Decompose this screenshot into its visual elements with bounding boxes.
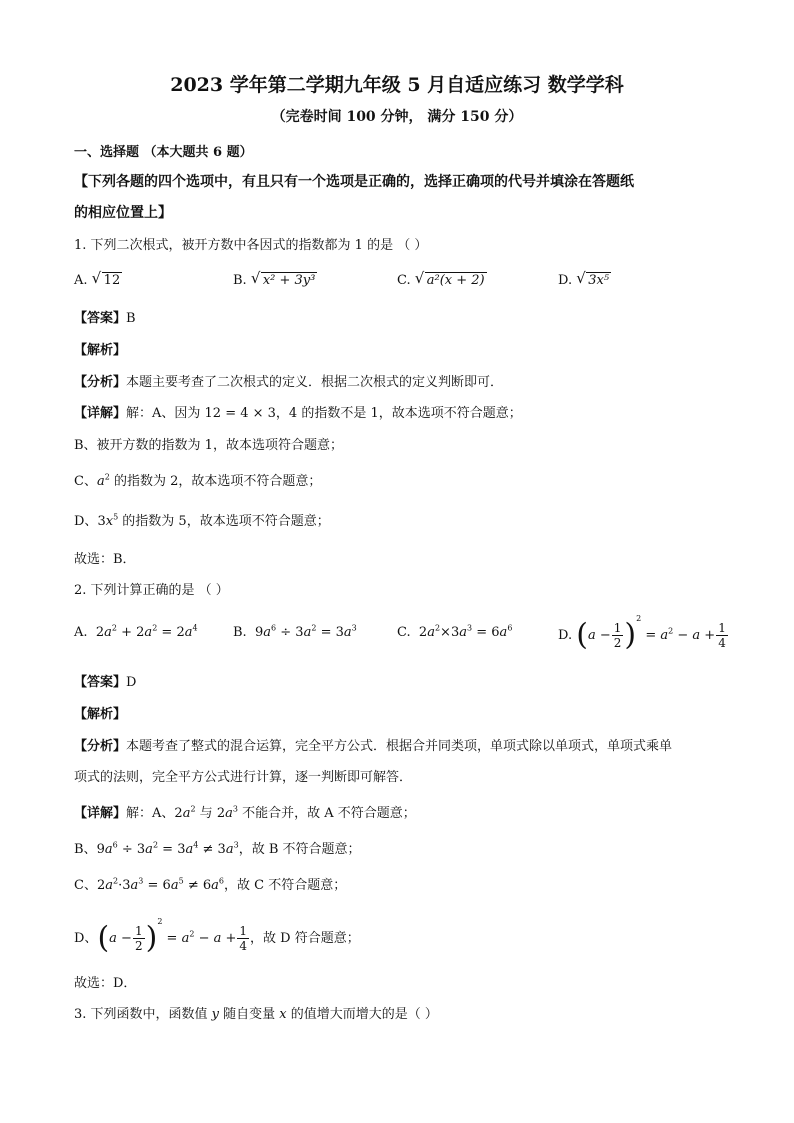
q1-fenxi-tag: 【分析】 (74, 375, 127, 390)
q2-option-a-label: A. (74, 625, 88, 640)
q2-detail-b-suffix: ，故 B 不符合题意； (238, 842, 361, 857)
q1-answer (74, 307, 136, 326)
page-title: 2023 学年第二学期九年级 5 月自适应练习 数学学科 (170, 74, 624, 96)
q1-fenxi (74, 371, 503, 390)
q1-fenxi-text: 本题主要考查了二次根式的定义．根据二次根式的定义判断即可． (126, 375, 504, 390)
q2-detail-c-expr: $2a^2\cdot 3a^3 = 6a^5 \ne 6a^6$ (96, 876, 225, 893)
q1-detail-c (74, 470, 321, 489)
q2-fenxi-text-1: 本题考查了整式的混合运算，完全平方公式．根据合并同类项，单项式除以单项式，单项式乘单 (126, 739, 673, 754)
section-instruction-1: 【下列各题的四个选项中，有且只有一个选项是正确的，选择正确项的代号并填涂在答题纸 (74, 174, 634, 190)
q1-analysis-tag: 【解析】 (74, 343, 127, 358)
q2-answer-value: D (126, 675, 137, 690)
q2-option-d-label: D. (558, 628, 573, 643)
q3-stem-mid: 随自变量 (219, 1007, 280, 1022)
q2-option-a-expr: $2a^2 + 2a^2 = 2a^4$ (95, 623, 198, 640)
q2-stem: 2. 下列计算正确的是 （ ） (74, 583, 229, 598)
section-heading: 一、选择题 （本大题共 6 题） (74, 145, 253, 160)
q1-stem: 1. 下列二次根式，被开方数中各因式的指数都为 1 的是 （ ） (74, 238, 428, 253)
q2-detail-a-prefix: 解：A、 (126, 806, 175, 821)
q2-detail-a-expr2: $2a^3$ (216, 804, 238, 821)
q2-xiangjie-tag: 【详解】 (74, 806, 127, 821)
q1-answer-value: B (126, 311, 136, 326)
q1-option-b-radicand: x² + 3y³ (262, 273, 316, 288)
q2-option-c (397, 625, 512, 640)
sqrt-icon (576, 272, 611, 289)
q1-detail-d (74, 510, 330, 529)
q1-answer-tag: 【答案】 (74, 311, 127, 326)
q2-detail-a (74, 802, 416, 821)
q2-fenxi-1 (74, 735, 672, 754)
q3-stem-suffix: 的值增大而增大的是（ ） (286, 1007, 438, 1022)
q1-xiangjie-tag: 【详解】 (74, 406, 127, 421)
q2-fenxi-2: 项式的法则，完全平方公式进行计算，逐一判断即可解答． (74, 770, 413, 785)
q1-option-d-radicand: 3x⁵ (588, 273, 610, 288)
q1-option-d (558, 272, 611, 289)
q2-detail-d-prefix: D、 (74, 931, 98, 946)
q3-stem-prefix: 3. 下列函数中，函数值 (74, 1007, 212, 1022)
section-instruction-2: 的相应位置上】 (74, 205, 172, 221)
q2-detail-c-suffix: ，故 C 不符合题意； (224, 878, 347, 893)
q1-detail-d-expr: $3x^5$ (97, 512, 119, 529)
page-subtitle: （完卷时间 100 分钟， 满分 150 分） (271, 109, 523, 125)
q2-option-b (233, 625, 357, 640)
q1-option-a-radicand: 12 (103, 273, 121, 288)
q2-detail-c (74, 874, 346, 893)
q1-option-a (74, 272, 122, 289)
q1-option-b-label: B. (233, 273, 247, 288)
q1-conclusion: 故选：B． (74, 552, 136, 567)
q1-option-a-label: A. (74, 273, 88, 288)
q2-conclusion: 故选：D． (74, 976, 137, 991)
q1-option-b (233, 272, 317, 289)
q1-detail-c-suffix: 的指数为 2，故本选项不符合题意； (109, 474, 322, 489)
q1-detail-d-prefix: D、 (74, 514, 98, 529)
q2-detail-b-expr: $9a^6 \div 3a^2 = 3a^4 \ne 3a^3$ (96, 840, 239, 857)
q2-detail-d-suffix: ，故 D 符合题意； (250, 931, 360, 946)
q1-detail-c-prefix: C、 (74, 474, 97, 489)
q1-option-c (397, 272, 487, 289)
q2-option-d (558, 614, 729, 653)
q1-detail-a-text: 解：A、因为 12 = 4 × 3，4 的指数不是 1，故本选项不符合题意； (126, 406, 522, 421)
q2-detail-d (74, 917, 360, 956)
q1-detail-d-suffix: 的指数为 5，故本选项不符合题意； (118, 514, 330, 529)
q2-option-b-label: B. (233, 625, 247, 640)
q2-detail-a-mid: 与 (195, 806, 217, 821)
q2-answer-tag: 【答案】 (74, 675, 127, 690)
q2-detail-d-expr: (a − $\frac{1}{2}$ )$^2 = a^2 - a$ + $\frac{1}{4}$ (97, 917, 248, 956)
q2-detail-a-suffix: 不能合并，故 A 不符合题意； (237, 806, 416, 821)
q2-detail-b (74, 838, 361, 857)
q2-detail-c-prefix: C、 (74, 878, 97, 893)
q1-option-d-label: D. (558, 273, 573, 288)
q2-option-d-expr: (a − $\frac{1}{2}$ )$^2 = a^2 - a$ + $\frac{1}{4}$ (576, 614, 726, 653)
q3-stem (74, 1003, 438, 1022)
sqrt-icon (92, 272, 123, 289)
q2-fenxi-tag: 【分析】 (74, 739, 127, 754)
q1-detail-a (74, 402, 522, 421)
q1-option-c-radicand: a²(x + 2) (426, 273, 485, 288)
q2-detail-b-prefix: B、 (74, 842, 97, 857)
q2-option-c-expr: $2a^2\times 3a^3 = 6a^6$ (418, 623, 513, 640)
q2-analysis-tag: 【解析】 (74, 707, 127, 722)
q3-stem-var-x: x (279, 1007, 287, 1022)
q3-stem-var-y: y (211, 1007, 220, 1022)
q1-detail-c-expr: $a^2$ (96, 472, 110, 489)
sqrt-icon (415, 272, 487, 289)
q2-detail-a-expr1: $2a^2$ (174, 804, 196, 821)
q1-detail-b: B、被开方数的指数为 1，故本选项符合题意； (74, 438, 343, 453)
sqrt-icon (251, 272, 318, 289)
q2-answer (74, 671, 136, 690)
q1-option-c-label: C. (397, 273, 411, 288)
q2-option-c-label: C. (397, 625, 411, 640)
q2-option-a (74, 625, 198, 640)
q2-option-b-expr: $9a^6 \div 3a^2 = 3a^3$ (254, 623, 357, 640)
